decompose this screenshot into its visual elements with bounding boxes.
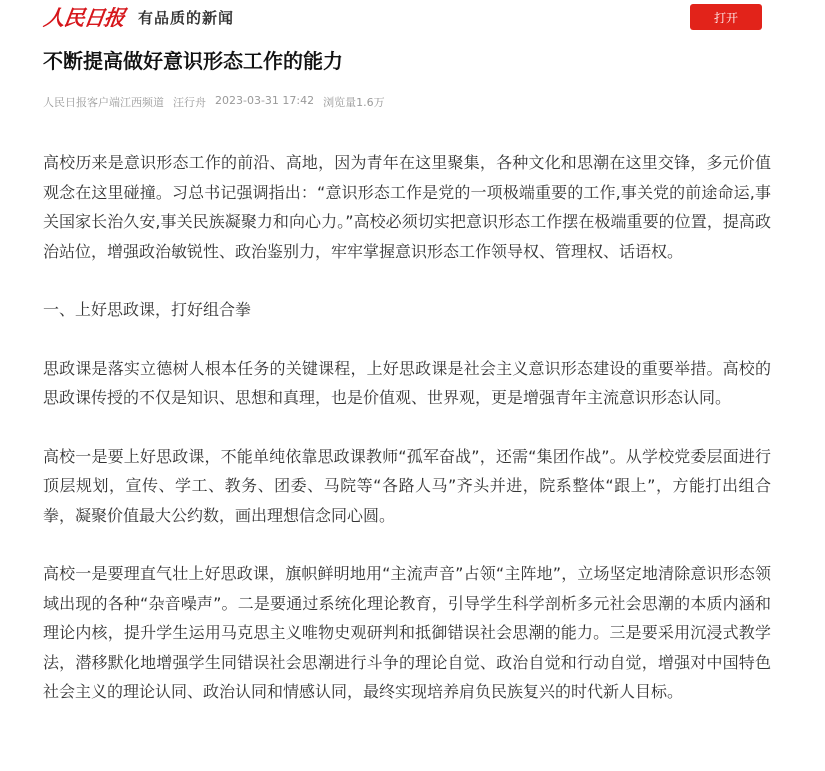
- paragraph: 思政课是落实立德树人根本任务的关键课程，上好思政课是社会主义意识形态建设的重要举措。高校的思政课传授的不仅是知识、思想和真理，也是价值观、世界观，更是增强青年主流意识形态认同。: [43, 358, 771, 407]
- paragraph: 高校一是要理直气壮上好思政课，旗帜鲜明地用“主流声音”占领“主阵地”，立场坚定地清除意识形态领域出现的各种“杂音噪声”。二是要通过系统化理论教育，引导学生科学剖析多元社会思潮的本质内涵和理论内核，提升学生运用马克思主义唯物史观研判和抵御错误社会思潮的能力。三是要采用沉浸式教学法，潜移默化地增强学生同错误社会思潮进行斗争的理论自觉、政治自觉和行动自觉，增强对中国特色社会主义的理论认同、政治认同和情感认同，最终实现培养肩负民族复兴的时代新人目标。: [43, 564, 771, 701]
- open-app-button[interactable]: 打开: [690, 4, 762, 30]
- top-bar: [0, 0, 825, 34]
- logo-slogan: 有品质的新闻: [138, 8, 235, 27]
- article-meta: [43, 94, 385, 110]
- article-body: [43, 148, 771, 736]
- article-author: 汪行舟: [173, 96, 206, 109]
- section-heading: 一、上好思政课，打好组合拳: [43, 300, 252, 319]
- article-source: 人民日报客户端江西频道: [43, 96, 164, 109]
- paragraph: 高校一是要上好思政课，不能单纯依靠思政课教师“孤军奋战”，还需“集团作战”。从学校党委层面进行顶层规划，宣传、学工、教务、团委、马院等“各路人马”齐头并进，院系整体“跟上”，方能打出组合拳，凝聚价值最大公约数，画出理想信念同心圆。: [43, 446, 771, 525]
- article-datetime: 2023-03-31 17:42: [215, 94, 315, 107]
- article-views: 浏览量1.6万: [323, 96, 385, 109]
- paragraph: 高校历来是意识形态工作的前沿、高地，因为青年在这里聚集，各种文化和思潮在这里交锋，多元价值观念在这里碰撞。习总书记强调指出：“意识形态工作是党的一项极端重要的工作,事关党的前途命运,事关国家长治久安,事关民族凝聚力和向心力。”高校必须切实把意识形态工作摆在极端重要的位置，提高政治站位，增强政治敏锐性、政治鉴别力，牢牢掌握意识形态工作领导权、管理权、话语权。: [43, 153, 771, 261]
- logo-mark: 人民日报: [42, 5, 126, 30]
- article-title: 不断提高做好意识形态工作的能力: [43, 49, 343, 73]
- logo[interactable]: [44, 4, 234, 30]
